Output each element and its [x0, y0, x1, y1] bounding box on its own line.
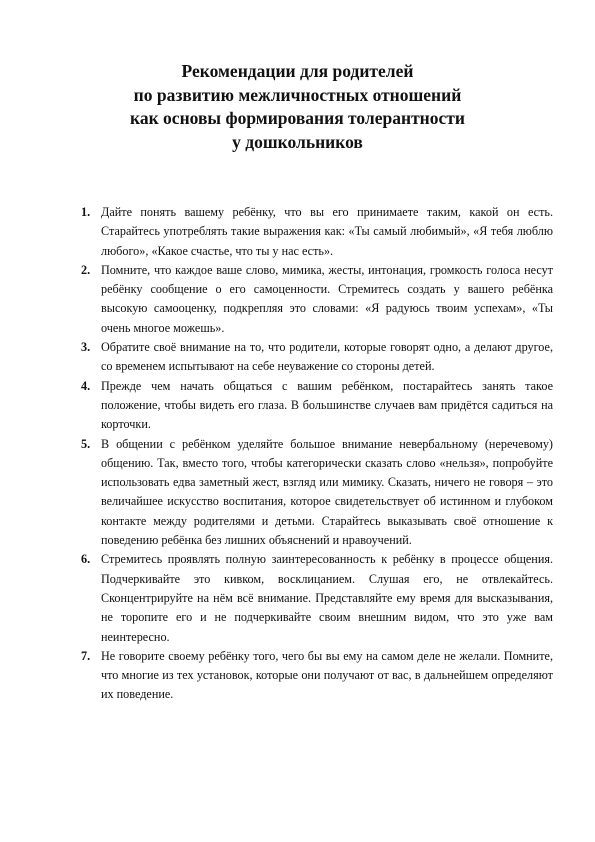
item-text: В общении с ребёнком уделяйте большое внимание невербальному (неречевому) общению. Так, вместо того, чтобы категорически сказать слово «нельзя», попробуйте использовать едва заметный жест, взгляд или мимику. Сказать, ничего не говоря – это величайшее искусство воспитания, которое свидетельствует об истинном и глубоком контакте между родителями и детьми. Старайтесь выказывать своё отношение к поведению ребёнка без лишних объяснений и нравоучений.	[101, 436, 553, 548]
item-number: 5.	[81, 436, 91, 451]
item-number: 1.	[81, 205, 91, 219]
item-number: 7.	[81, 648, 91, 663]
list-item-1	[75, 203, 553, 261]
title-line-1: Рекомендации для родителей	[181, 61, 414, 81]
list-item-7	[75, 647, 553, 705]
title-line-2: по развитию межличностных отношений	[133, 84, 462, 105]
item-text: Обратите своё внимание на то, что родители, которые говорят одно, а делают другое, со временем испытывают на себе неуважение со стороны детей.	[101, 340, 553, 374]
list-item-6	[75, 550, 553, 646]
document-title	[0, 60, 595, 154]
item-text: Стремитесь проявлять полную заинтересованность к ребёнку в процессе общения. Подчеркивайте это кивком, восклицанием. Слушая его, не отвлекайтесь. Сконцентрируйте на нём всё внимание. Представляйте ему время для высказывания, не торопите его и не подчеркивайте своим внешним видом, что это уже вам неинтересно.	[101, 552, 553, 644]
list-item-4	[75, 377, 553, 435]
item-number: 4.	[81, 378, 91, 393]
item-text: Не говорите своему ребёнку того, чего бы вы ему на самом деле не желали. Помните, что многие из тех установок, которые они получают от вас, в дальнейшем определяют их поведение.	[101, 648, 553, 702]
item-text: Помните, что каждое ваше слово, мимика, жесты, интонация, громкость голоса несут ребёнку сообщение о его самоценности. Стремитесь создать у вашего ребёнка высокую самооценку, подкрепляя это словами: «Я радуюсь твоим успехам», «Ты очень многое можешь».	[101, 262, 553, 335]
item-number: 3.	[81, 340, 91, 355]
list-item-2	[75, 261, 553, 338]
title-line-3: как основы формирования толерантности	[130, 108, 465, 129]
item-number: 2.	[81, 262, 91, 277]
title-line-4: у дошкольников	[232, 131, 363, 152]
item-number: 6.	[81, 552, 91, 567]
recommendations-list	[75, 203, 553, 705]
list-item-5	[75, 435, 553, 551]
item-text: Прежде чем начать общаться с вашим ребёнком, постарайтесь занять такое положение, чтобы видеть его глаза. В большинстве случаев вам придётся садиться на корточки.	[101, 378, 553, 432]
list-item-3	[75, 338, 553, 377]
item-text: Дайте понять вашему ребёнку, что вы его принимаете таким, какой он есть. Старайтесь употреблять такие выражения как: «Ты самый любимый», «Я тебя люблю любого», «Какое счастье, что ты у нас есть».	[101, 205, 553, 258]
